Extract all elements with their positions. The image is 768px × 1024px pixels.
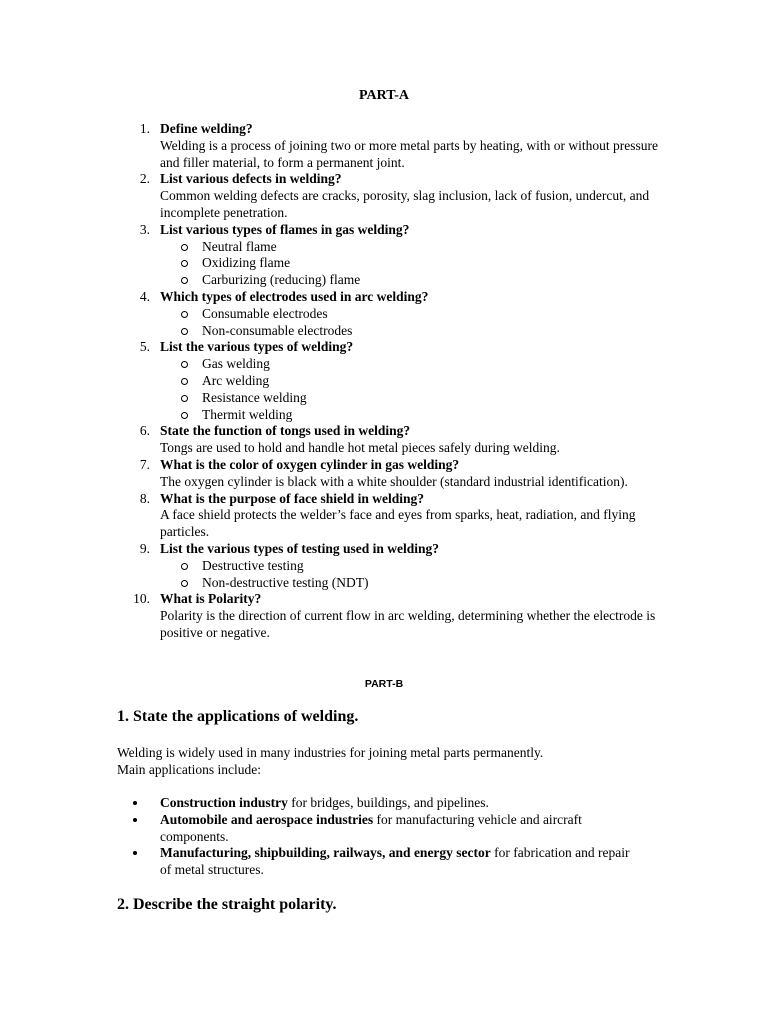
sub-list-item	[160, 255, 658, 272]
circle-bullet-icon	[181, 563, 188, 570]
question-number: 8.	[139, 490, 150, 506]
question-number: 1.	[139, 121, 150, 136]
bullet-dot-icon	[133, 818, 137, 822]
circle-bullet-icon	[181, 328, 188, 335]
sub-item-text: Carburizing (reducing) flame	[202, 272, 361, 288]
section-heading: 2. Describe the straight polarity.	[117, 896, 337, 913]
circle-bullet-icon	[181, 361, 188, 368]
question-number: 7.	[139, 456, 150, 472]
sub-item-text: Destructive testing	[202, 557, 304, 573]
question-text: List the various types of testing used in welding?	[160, 540, 440, 556]
part-a-question-list	[0, 121, 768, 642]
answer-sub-list	[160, 356, 658, 423]
sub-list-item	[160, 373, 658, 390]
answer-sub-list	[160, 558, 658, 592]
bullet-dot-icon	[133, 851, 137, 855]
application-description: for fabrication and repair of metal structures.	[160, 845, 630, 878]
sub-item-text: Neutral flame	[202, 238, 277, 254]
qa-item	[0, 541, 768, 591]
sub-item-text: Consumable electrodes	[202, 305, 328, 321]
sub-item-text: Non-consumable electrodes	[202, 322, 353, 338]
sub-item-text: Non-destructive testing (NDT)	[202, 574, 369, 590]
application-name: Automobile and aerospace industries	[160, 811, 374, 827]
qa-item	[0, 339, 768, 423]
bullet-dot-icon	[133, 801, 137, 805]
circle-bullet-icon	[181, 311, 188, 318]
circle-bullet-icon	[181, 378, 188, 385]
sub-item-text: Arc welding	[202, 372, 270, 388]
sub-list-item	[160, 323, 658, 340]
question-text: What is Polarity?	[160, 591, 262, 607]
sub-list-item	[160, 390, 658, 407]
answer-text: Tongs are used to hold and handle hot metal pieces safely during welding.	[160, 440, 560, 456]
sub-list-item	[160, 239, 658, 256]
sub-list-item	[160, 558, 658, 575]
circle-bullet-icon	[181, 580, 188, 587]
question-number: 10.	[133, 591, 150, 607]
sub-item-text: Thermit welding	[202, 406, 293, 422]
question-text: List various types of flames in gas welding?	[160, 221, 410, 237]
sub-item-text: Gas welding	[202, 356, 270, 372]
sub-list-item	[160, 356, 658, 373]
circle-bullet-icon	[181, 412, 188, 419]
question-number: 6.	[139, 423, 150, 439]
application-name: Manufacturing, shipbuilding, railways, and energy sector	[160, 845, 491, 861]
sub-list-item	[160, 575, 658, 592]
application-description: for bridges, buildings, and pipelines.	[287, 795, 489, 810]
circle-bullet-icon	[181, 260, 188, 267]
application-item	[117, 795, 637, 812]
qa-item	[0, 457, 768, 491]
sub-list-item	[160, 306, 658, 323]
question-number: 5.	[139, 339, 150, 355]
answer-text: Polarity is the direction of current flow in arc welding, determining whether the electrode is positive or negative.	[160, 608, 656, 640]
qa-item	[0, 491, 768, 541]
application-description: for manufacturing vehicle and aircraft components.	[160, 811, 582, 844]
circle-bullet-icon	[181, 277, 188, 284]
question-number: 4.	[139, 288, 150, 304]
answer-text: The oxygen cylinder is black with a white shoulder (standard industrial identification).	[160, 473, 628, 489]
question-text: List the various types of welding?	[160, 339, 354, 355]
qa-item	[0, 289, 768, 339]
part-b-title: PART-B	[364, 678, 404, 690]
sub-list-item	[160, 407, 658, 424]
qa-item	[0, 423, 768, 457]
answer-text: A face shield protects the welder’s face and eyes from sparks, heat, radiation, and flying particles.	[160, 507, 636, 540]
section-heading: 1. State the applications of welding.	[117, 708, 359, 725]
question-text: What is the color of oxygen cylinder in gas welding?	[160, 456, 460, 472]
sub-item-text: Resistance welding	[202, 389, 307, 405]
circle-bullet-icon	[181, 244, 188, 251]
answer-sub-list	[160, 306, 658, 340]
question-number: 2.	[139, 171, 150, 187]
sub-list-item	[160, 272, 658, 289]
application-item	[117, 812, 637, 846]
qa-item	[0, 121, 768, 171]
question-number: 9.	[139, 540, 150, 556]
question-text: What is the purpose of face shield in welding?	[160, 490, 425, 506]
application-item	[117, 845, 637, 879]
question-number: 3.	[139, 221, 150, 237]
question-text: State the function of tongs used in welding?	[160, 423, 411, 439]
sub-item-text: Oxidizing flame	[202, 255, 291, 271]
answer-sub-list	[160, 239, 658, 289]
application-name: Construction industry	[160, 795, 288, 810]
circle-bullet-icon	[181, 395, 188, 402]
intro-line: Welding is widely used in many industries for joining metal parts permanently.	[117, 745, 544, 760]
intro-line: Main applications include:	[117, 761, 261, 777]
answer-text: Welding is a process of joining two or more metal parts by heating, with or without pressure and filler material, to form a permanent joint.	[160, 137, 658, 170]
answer-text: Common welding defects are cracks, porosity, slag inclusion, lack of fusion, undercut, and incomplete penetration.	[160, 188, 650, 220]
qa-item	[0, 591, 768, 641]
qa-item	[0, 171, 768, 221]
part-a-title: PART-A	[358, 88, 410, 103]
applications-list	[117, 795, 637, 879]
qa-item	[0, 222, 768, 289]
question-text: Define welding?	[160, 121, 253, 136]
question-text: Which types of electrodes used in arc welding?	[160, 288, 429, 304]
question-text: List various defects in welding?	[160, 171, 342, 187]
intro-paragraph	[117, 745, 677, 779]
